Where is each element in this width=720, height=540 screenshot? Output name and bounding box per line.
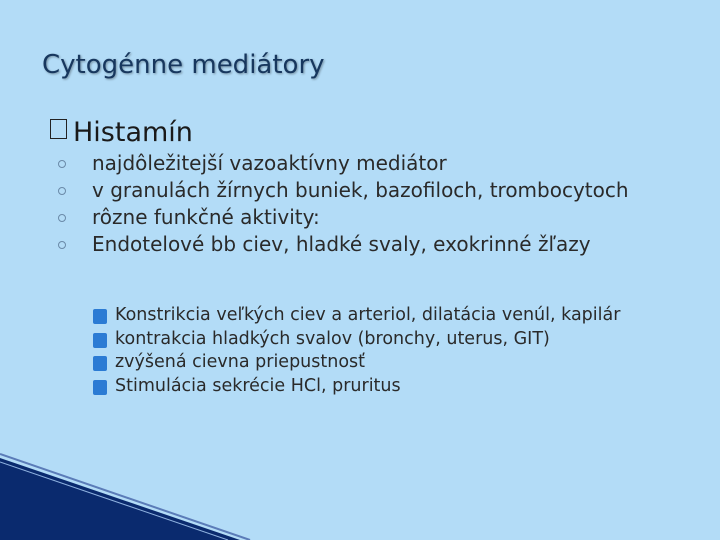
list-item-text: najdôležitejší vazoaktívny mediátor [92,151,447,175]
swoosh-fill [0,458,240,540]
list-item-text: rôzne funkčné aktivity: [92,205,320,229]
slide-title: Cytogénne mediátory [42,50,325,80]
list-item-text: v granulách žírnych buniek, bazofiloch, trombocytoch [92,178,629,202]
sub-list-item-text: Konstrikcia veľkých ciev a arteriol, dilatácia venúl, kapilár [115,305,621,325]
heading-label: Histamín [73,117,193,148]
list-item-text: Endotelové bb ciev, hladké svaly, exokrinné žľazy [92,232,591,256]
sub-list-item-text: zvýšená cievna priepustnosť [115,352,366,372]
sub-list-item-text: kontrakcia hladkých svalov (bronchy, uterus, GIT) [115,328,550,349]
sub-list-item-text: Stimulácia sekrécie HCl, pruritus [115,375,401,396]
